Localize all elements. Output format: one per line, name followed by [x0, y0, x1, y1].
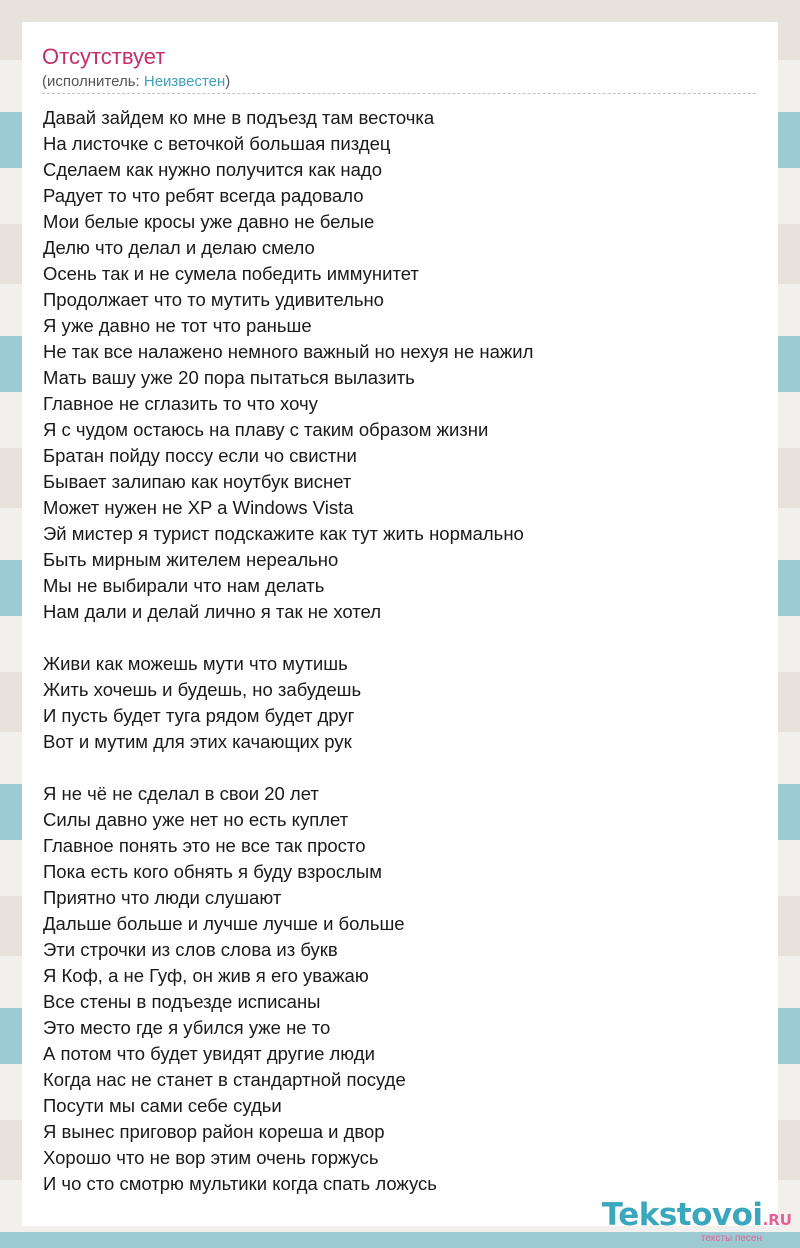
- lyric-line: Я вынес приговор район кореша и двор: [43, 1121, 385, 1142]
- lyric-line: Я с чудом остаюсь на плаву с таким образом жизни: [43, 419, 489, 440]
- artist-line: [42, 73, 230, 90]
- lyric-line: Все стены в подъезде исписаны: [43, 991, 321, 1012]
- lyric-line: Делю что делал и делаю смело: [43, 237, 315, 258]
- artist-link[interactable]: Неизвестен: [143, 73, 226, 90]
- stanza-break: [43, 625, 763, 651]
- lyric-line: Жить хочешь и будешь, но забудешь: [43, 679, 362, 700]
- lyric-line: Когда нас не станет в стандартной посуде: [43, 1069, 406, 1090]
- lyric-line: И пусть будет туга рядом будет друг: [43, 705, 355, 726]
- lyric-line: Продолжает что то мутить удивительно: [43, 289, 384, 310]
- stanza-break: [43, 755, 763, 781]
- lyric-line: Бывает залипаю как ноутбук виснет: [43, 471, 352, 492]
- artist-suffix: ): [225, 73, 231, 90]
- lyric-line: А потом что будет увидят другие люди: [43, 1043, 375, 1064]
- lyric-line: Братан пойду поссу если чо свистни: [43, 445, 357, 466]
- site-logo[interactable]: [602, 1199, 792, 1244]
- lyric-line: Осень так и не сумела победить иммунитет: [43, 263, 419, 284]
- lyric-line: Вот и мутим для этих качающих рук: [43, 731, 352, 752]
- lyric-line: И чо сто смотрю мультики когда спать ложусь: [43, 1173, 437, 1194]
- lyric-line: Мать вашу уже 20 пора пытаться вылазить: [43, 367, 415, 388]
- lyric-line: Сделаем как нужно получится как надо: [43, 159, 382, 180]
- lyrics-text: [43, 105, 763, 1197]
- song-title: Отсутствует: [42, 44, 166, 69]
- lyric-line: Главное не сглазить то что хочу: [43, 393, 318, 414]
- lyric-line: Мои белые кросы уже давно не белые: [43, 211, 375, 232]
- lyric-line: Давай зайдем ко мне в подъезд там весточка: [43, 107, 435, 128]
- lyric-line: Пока есть кого обнять я буду взрослым: [43, 861, 382, 882]
- lyric-line: Это место где я убился уже не то: [43, 1017, 331, 1038]
- lyric-line: Я не чё не сделал в свои 20 лет: [43, 783, 319, 804]
- lyrics-card: [22, 22, 778, 1226]
- lyric-line: На листочке с веточкой большая пиздец: [43, 133, 391, 154]
- lyric-line: Не так все налажено немного важный но нехуя не нажил: [43, 341, 534, 362]
- lyric-line: Может нужен не XP а Windows Vista: [43, 497, 354, 518]
- artist-prefix: (исполнитель:: [42, 73, 144, 90]
- lyric-line: Радует то что ребят всегда радовало: [43, 185, 364, 206]
- lyric-line: Живи как можешь мути что мутишь: [43, 653, 348, 674]
- lyric-line: Мы не выбирали что нам делать: [43, 575, 325, 596]
- title-divider: [42, 93, 756, 94]
- lyric-line: Силы давно уже нет но есть куплет: [43, 809, 349, 830]
- logo-wordmark: [602, 1199, 792, 1236]
- lyric-line: Быть мирным жителем нереально: [43, 549, 339, 570]
- lyric-line: Я Коф, а не Гуф, он жив я его уважаю: [43, 965, 369, 986]
- lyric-line: Эй мистер я турист подскажите как тут жить нормально: [43, 523, 524, 544]
- lyric-line: Нам дали и делай лично я так не хотел: [43, 601, 382, 622]
- logo-name: Tekstovoi: [601, 1197, 763, 1233]
- lyric-line: Приятно что люди слушают: [43, 887, 282, 908]
- lyric-line: Дальше больше и лучше лучше и больше: [43, 913, 405, 934]
- lyric-line: Посути мы сами себе судьи: [43, 1095, 282, 1116]
- lyric-line: Главное понять это не все так просто: [43, 835, 366, 856]
- logo-tld: .RU: [762, 1211, 792, 1229]
- lyric-line: Эти строчки из слов слова из букв: [43, 939, 338, 960]
- logo-tagline: тексты песен: [700, 1233, 762, 1244]
- lyric-line: Я уже давно не тот что раньше: [43, 315, 312, 336]
- lyric-line: Хорошо что не вор этим очень горжусь: [43, 1147, 379, 1168]
